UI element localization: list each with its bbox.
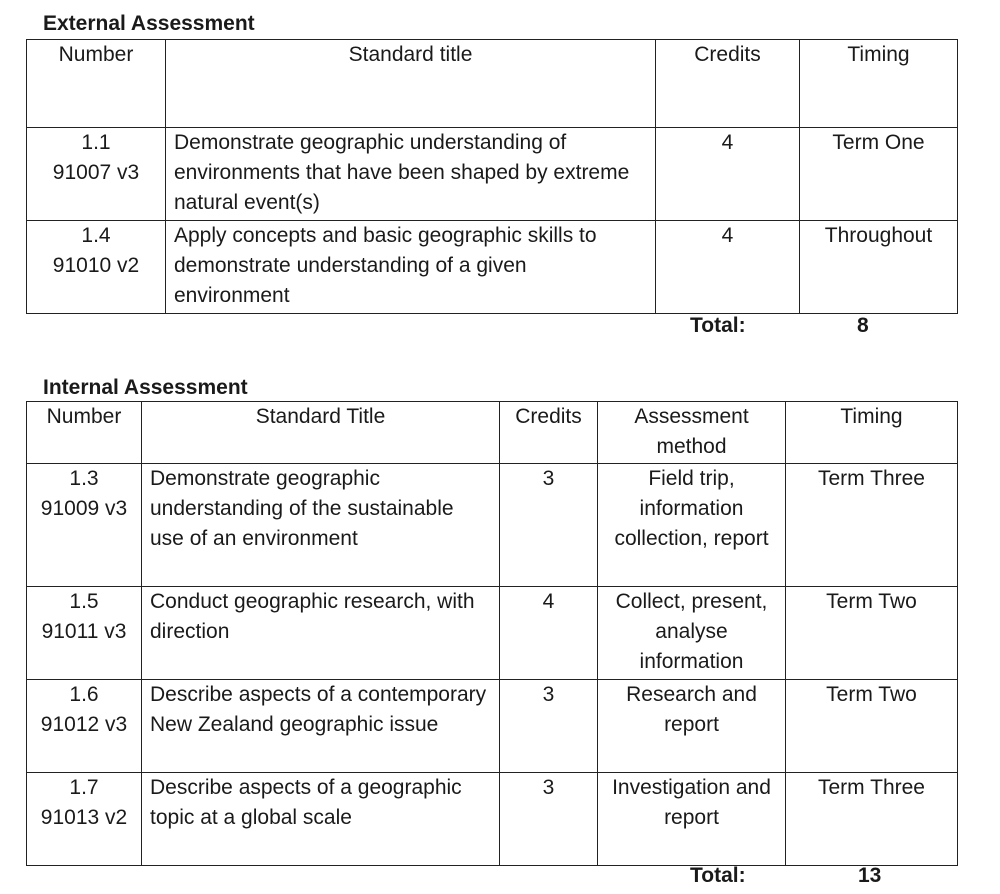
timing-value: Term Two [786, 680, 958, 773]
standard-title: Demonstrate geographic understanding of the sustainable use of an environment [142, 464, 500, 587]
assessment-method-value: Collect, present, analyse information [598, 587, 786, 680]
standard-number-cell [27, 464, 142, 587]
standard-number-cell [27, 587, 142, 680]
assessment-method-value: Research and report [598, 680, 786, 773]
credits-value: 4 [500, 587, 598, 680]
standard-title: Describe aspects of a geographic topic at a global scale [142, 773, 500, 866]
timing-value: Term Three [786, 464, 958, 587]
column-header-timing: Timing [786, 402, 958, 464]
standard-number: 1.3 [69, 467, 99, 490]
internal-total-value: 13 [858, 864, 882, 887]
table-header-row [27, 40, 958, 128]
standard-number-cell [27, 128, 166, 221]
column-header-number: Number [27, 40, 166, 128]
standard-number-cell [27, 680, 142, 773]
credits-value: 4 [656, 128, 800, 221]
standard-number-cell [27, 221, 166, 314]
column-header-credits: Credits [500, 402, 598, 464]
table-row [27, 464, 958, 587]
column-header-timing: Timing [800, 40, 958, 128]
timing-value: Term Three [786, 773, 958, 866]
internal-assessment-heading: Internal Assessment [43, 376, 248, 399]
standard-number: 1.5 [69, 590, 99, 613]
credits-value: 3 [500, 680, 598, 773]
standard-title: Conduct geographic research, with direction [142, 587, 500, 680]
credits-value: 4 [656, 221, 800, 314]
external-assessment-heading: External Assessment [43, 12, 255, 35]
external-total-label: Total: [690, 314, 746, 337]
standard-code: 91007 v3 [52, 161, 140, 184]
timing-value: Term One [800, 128, 958, 221]
credits-value: 3 [500, 464, 598, 587]
external-assessment-table [26, 39, 958, 314]
assessment-method-value: Investigation and report [598, 773, 786, 866]
standard-code: 91011 v3 [41, 620, 127, 643]
column-header-number: Number [27, 402, 142, 464]
standard-title: Demonstrate geographic understanding of environments that have been shaped by extreme natural event(s) [166, 128, 656, 221]
column-header-credits: Credits [656, 40, 800, 128]
standard-code: 91013 v2 [40, 806, 128, 829]
standard-number: 1.6 [69, 683, 99, 706]
table-row [27, 680, 958, 773]
column-header-standard-title: Standard title [166, 40, 656, 128]
timing-value: Throughout [800, 221, 958, 314]
standard-number: 1.1 [81, 131, 111, 154]
standard-number: 1.4 [81, 224, 111, 247]
column-header-standard-title: Standard Title [142, 402, 500, 464]
assessment-method-value: Field trip, information collection, report [598, 464, 786, 587]
table-row [27, 128, 958, 221]
standard-code: 91009 v3 [40, 497, 128, 520]
table-header-row [27, 402, 958, 464]
standard-code: 91012 v3 [40, 713, 128, 736]
table-row [27, 587, 958, 680]
standard-title: Describe aspects of a contemporary New Zealand geographic issue [142, 680, 500, 773]
credits-value: 3 [500, 773, 598, 866]
internal-total-label: Total: [690, 864, 746, 887]
standard-number: 1.7 [69, 776, 99, 799]
table-row [27, 773, 958, 866]
standard-title: Apply concepts and basic geographic skills to demonstrate understanding of a given environment [166, 221, 656, 314]
internal-assessment-table [26, 401, 958, 866]
standard-code: 91010 v2 [52, 254, 140, 277]
external-total-value: 8 [857, 314, 869, 337]
column-header-assessment-method: Assessment method [598, 402, 786, 464]
timing-value: Term Two [786, 587, 958, 680]
standard-number-cell [27, 773, 142, 866]
table-row [27, 221, 958, 314]
